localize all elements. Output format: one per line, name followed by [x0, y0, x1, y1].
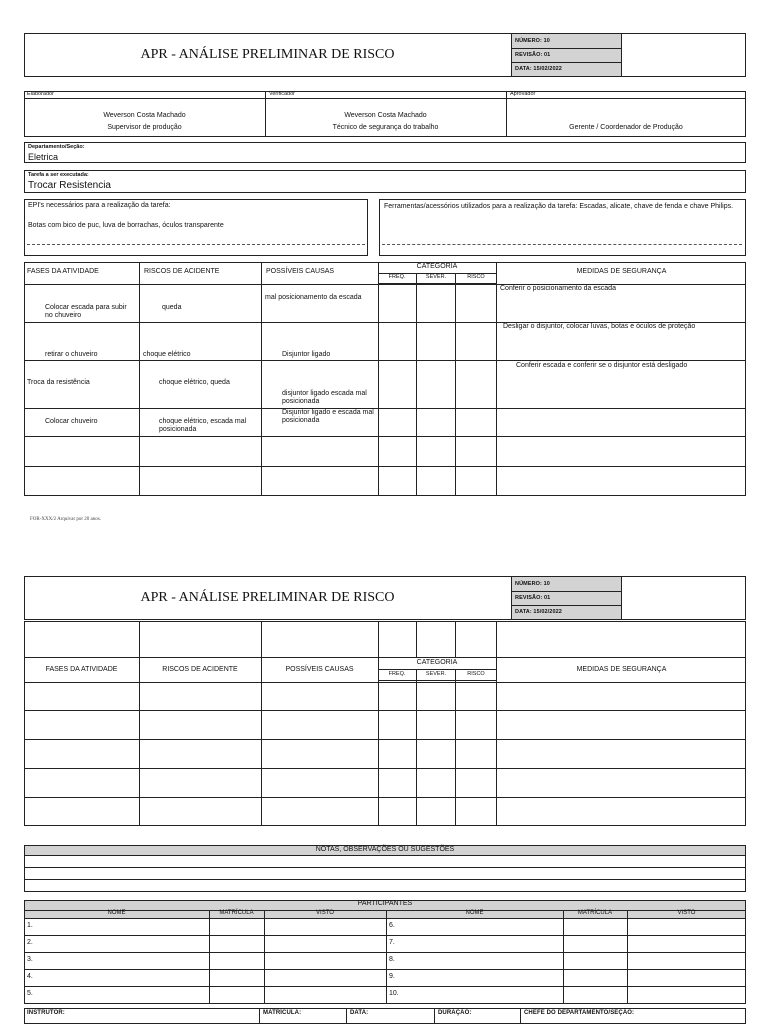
matricula-label: MATRÍCULA:: [263, 1010, 302, 1016]
participant-9: 9.: [389, 973, 395, 980]
signature-row: [24, 1008, 746, 1024]
header-categoria: CATEGORIA: [416, 263, 458, 270]
row2-fase: retirar o chuveiro: [45, 351, 98, 358]
department-label: Departamento/Seção:: [28, 144, 85, 150]
department-block: [24, 142, 746, 163]
footer-note: FOR-XXX/2 Arquivar por 20 anos.: [30, 517, 101, 522]
numero-field-2: NÚMERO: 10: [512, 577, 621, 591]
row1-medida: Conferir o posicionamento da escada: [500, 285, 616, 292]
verificador-role: Técnico de segurança do trabalho: [332, 124, 439, 131]
page-title-2: APR - ANÁLISE PRELIMINAR DE RISCO: [140, 590, 395, 605]
chefe-label: CHEFE DO DEPARTAMENTO/SEÇÃO:: [524, 1010, 635, 1016]
row2-medida: Desligar o disjuntor, colocar luvas, botas e óculos de proteção: [503, 323, 696, 330]
header-riscos: RISCOS DE ACIDENTE: [144, 268, 220, 275]
epi-block: [24, 199, 368, 256]
row4-causa: Disjuntor ligado e escada mal posicionada: [282, 409, 374, 424]
verificador-label: Verificador: [269, 91, 295, 97]
participants-matricula-left: MATRÍCULA: [219, 910, 254, 916]
epi-value: Botas com bico de puc, luva de borrachas, óculos transparente: [28, 222, 224, 229]
task-value: Trocar Resistencia: [28, 180, 111, 191]
participant-3: 3.: [27, 956, 33, 963]
participant-5: 5.: [27, 990, 33, 997]
participants-nome-right: NOME: [465, 910, 484, 916]
participant-10: 10.: [389, 990, 399, 997]
risk-table-2: [24, 621, 746, 826]
row3-causa: disjuntor ligado escada mal posicionada: [282, 390, 367, 405]
revisao-field-2: REVISÃO: 01: [512, 592, 621, 605]
notes-title: NOTAS, OBSERVAÇÕES OU SUGESTÕES: [315, 846, 455, 853]
tools-value: Ferramentas/acessórios utilizados para a realização da tarefa: Escadas, alicate, chave de fenda e chave Philips.: [384, 203, 734, 210]
header-causas: POSSÍVEIS CAUSAS: [266, 268, 335, 275]
header-fases-2: FASES DA ATIVIDADE: [45, 666, 118, 673]
task-block: [24, 170, 746, 193]
instrutor-label: INSTRUTOR:: [27, 1010, 65, 1016]
aprovador-role: Gerente / Coordenador de Produção: [569, 124, 683, 131]
revisao-field: REVISÃO: 01: [512, 49, 621, 62]
row1-risco: queda: [162, 304, 182, 311]
row1-fase: Colocar escada para subir no chuveiro: [45, 304, 127, 319]
header-fases: FASES DA ATIVIDADE: [27, 268, 99, 275]
risk-table: [24, 262, 746, 496]
header-risco-2: RISCO: [467, 671, 485, 677]
header-sever-2: SEVER.: [425, 671, 447, 677]
participants-matricula-right: MATRÍCULA: [577, 910, 613, 916]
tools-block: [379, 199, 746, 256]
participant-2: 2.: [27, 939, 33, 946]
data-label: DATA:: [350, 1010, 369, 1016]
row3-risco: choque elétrico, queda: [159, 379, 230, 386]
header-categoria-2: CATEGORIA: [416, 659, 458, 666]
header-freq: FREQ.: [388, 274, 406, 280]
department-value: Eletrica: [28, 152, 59, 162]
participant-1: 1.: [27, 922, 33, 929]
header-medidas-2: MEDIDAS DE SEGURANÇA: [576, 666, 667, 673]
participants-visto-right: VISTO: [677, 910, 696, 916]
elaborador-label: Elaborador: [27, 91, 54, 97]
row4-risco: choque elétrico, escada mal posicionada: [159, 418, 247, 433]
duracao-label: DURAÇÃO:: [438, 1010, 472, 1016]
data-field: DATA: 15/02/2022: [512, 63, 621, 76]
row2-risco: choque elétrico: [143, 351, 191, 358]
row2-causa: Disjuntor ligado: [282, 351, 331, 358]
row1-causa: mal posicionamento da escada: [265, 294, 362, 301]
task-label: Tarefa a ser executada:: [28, 172, 89, 178]
participant-8: 8.: [389, 956, 395, 963]
participants-nome-left: NOME: [107, 910, 126, 916]
header-risco: RISCO: [467, 274, 485, 280]
verificador-name: Weverson Costa Machado: [344, 112, 427, 119]
participant-7: 7.: [389, 939, 395, 946]
header-riscos-2: RISCOS DE ACIDENTE: [162, 666, 238, 673]
elaborador-role: Supervisor de produção: [107, 124, 182, 131]
data-field-2: DATA: 15/02/2022: [512, 606, 621, 619]
header-sever: SEVER.: [425, 274, 447, 280]
header-causas-2: POSSÍVEIS CAUSAS: [285, 666, 354, 673]
row3-fase: Troca da resistência: [27, 379, 90, 386]
epi-label: EPI's necessários para a realização da tarefa:: [28, 202, 171, 209]
participant-4: 4.: [27, 973, 33, 980]
header-freq-2: FREQ.: [388, 671, 406, 677]
row4-fase: Colocar chuveiro: [45, 418, 98, 425]
page-title: APR - ANÁLISE PRELIMINAR DE RISCO: [140, 47, 395, 62]
numero-field: NÚMERO: 10: [512, 34, 621, 48]
participant-6: 6.: [389, 922, 395, 929]
aprovador-label: Aprovador: [510, 91, 536, 97]
row3-medida: Conferir escada e conferir se o disjuntor está desligado: [516, 362, 688, 369]
header-medidas: MEDIDAS DE SEGURANÇA: [576, 268, 667, 275]
participants-visto-left: VISTO: [316, 910, 334, 916]
participants-title: PARTICIPANTES: [357, 900, 413, 907]
elaborador-name: Weverson Costa Machado: [103, 112, 186, 119]
